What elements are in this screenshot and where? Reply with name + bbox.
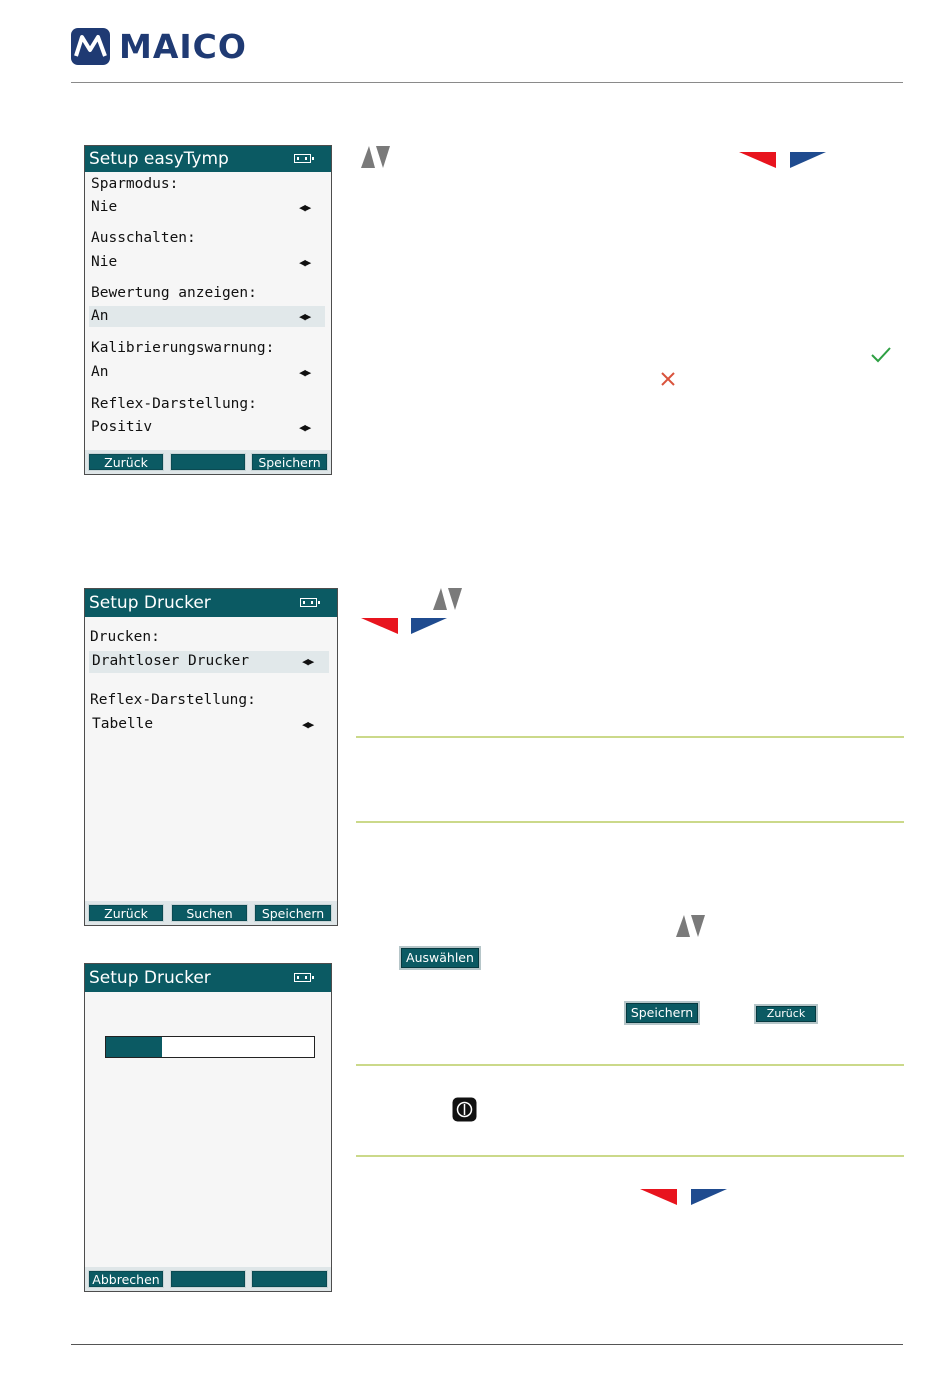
checkmark-icon: [870, 346, 892, 364]
header-divider: [71, 82, 903, 83]
setting-label-ausschalten: Ausschalten:: [91, 230, 196, 246]
softkey-back-button[interactable]: Zurück: [88, 904, 164, 922]
setting-label-reflex: Reflex-Darstellung:: [90, 692, 256, 708]
search-progress-fill: [106, 1037, 162, 1057]
left-right-arrows-icon[interactable]: ◀▶: [299, 366, 311, 379]
left-arrow-red-icon: [361, 617, 399, 635]
left-right-arrows-icon[interactable]: ◀▶: [299, 421, 311, 434]
setting-label-kalibrierung: Kalibrierungswarnung:: [91, 340, 275, 356]
screen-title: [85, 146, 331, 172]
battery-icon: [294, 154, 311, 163]
maico-logo-mark: [71, 28, 110, 65]
selected-row-highlight: [89, 306, 325, 327]
softkey-empty-button[interactable]: [170, 453, 246, 471]
setting-value-reflex[interactable]: Positiv: [91, 419, 153, 435]
cross-icon: [659, 370, 677, 388]
up-down-arrows-icon: [361, 146, 391, 170]
note-divider: [356, 821, 904, 823]
setting-value-ausschalten[interactable]: Nie: [91, 254, 118, 270]
setting-value-bewertung[interactable]: An: [91, 308, 109, 324]
softkey-bar: [85, 1267, 331, 1291]
left-right-arrows-icon[interactable]: ◀▶: [299, 256, 311, 269]
save-button-graphic: Speichern: [624, 1001, 700, 1025]
search-progress-bar: [105, 1036, 315, 1058]
select-button-graphic: Auswählen: [399, 946, 481, 970]
right-arrow-blue-icon: [690, 1188, 728, 1206]
screen-title-text: Setup Drucker: [89, 593, 211, 613]
note-divider: [356, 1155, 904, 1157]
note-divider: [356, 1064, 904, 1066]
setting-label-sparmodus: Sparmodus:: [91, 176, 179, 192]
screen-title-text: Setup Drucker: [89, 968, 211, 988]
softkey-empty-button[interactable]: [170, 1270, 246, 1288]
left-right-arrows-icon[interactable]: ◀▶: [299, 201, 311, 214]
power-icon: [452, 1097, 477, 1122]
setting-value-reflex[interactable]: Tabelle: [92, 716, 154, 732]
softkey-cancel-button[interactable]: Abbrechen: [88, 1270, 164, 1288]
brand-name: MAICO: [119, 26, 247, 66]
left-arrow-red-icon: [739, 151, 777, 169]
softkey-save-button[interactable]: Speichern: [251, 453, 328, 471]
setup-drucker-search-screen: [84, 963, 332, 1292]
battery-icon: [294, 973, 311, 982]
footer-divider: [71, 1344, 903, 1345]
softkey-bar: [85, 901, 337, 925]
battery-icon: [300, 598, 317, 607]
right-arrow-blue-icon: [789, 151, 827, 169]
softkey-bar: [85, 450, 331, 474]
left-right-arrows-icon[interactable]: ◀▶: [299, 310, 311, 323]
softkey-back-button[interactable]: Zurück: [88, 453, 164, 471]
setting-value-drucken[interactable]: Drahtloser Drucker: [92, 653, 250, 669]
screen-title: [85, 589, 337, 617]
left-right-arrows-icon[interactable]: ◀▶: [302, 718, 314, 731]
left-right-arrows-icon[interactable]: ◀▶: [302, 655, 314, 668]
softkey-search-button[interactable]: Suchen: [171, 904, 248, 922]
softkey-empty-button[interactable]: [251, 1270, 328, 1288]
setup-easytymp-screen: [84, 145, 332, 475]
right-arrow-blue-icon: [410, 617, 448, 635]
screen-title-text: Setup easyTymp: [89, 149, 229, 169]
maico-logo: [71, 27, 247, 65]
setting-label-drucken: Drucken:: [90, 629, 160, 645]
setting-value-kalibrierung[interactable]: An: [91, 364, 109, 380]
up-down-arrows-icon: [676, 915, 706, 939]
setup-drucker-screen: [84, 588, 338, 926]
screen-title: [85, 964, 331, 992]
back-button-graphic: Zurück: [754, 1004, 818, 1024]
setting-value-sparmodus[interactable]: Nie: [91, 199, 118, 215]
setting-label-reflex: Reflex-Darstellung:: [91, 396, 257, 412]
setting-label-bewertung: Bewertung anzeigen:: [91, 285, 257, 301]
softkey-save-button[interactable]: Speichern: [254, 904, 332, 922]
note-divider: [356, 736, 904, 738]
left-arrow-red-icon: [640, 1188, 678, 1206]
up-down-arrows-icon: [433, 588, 463, 612]
